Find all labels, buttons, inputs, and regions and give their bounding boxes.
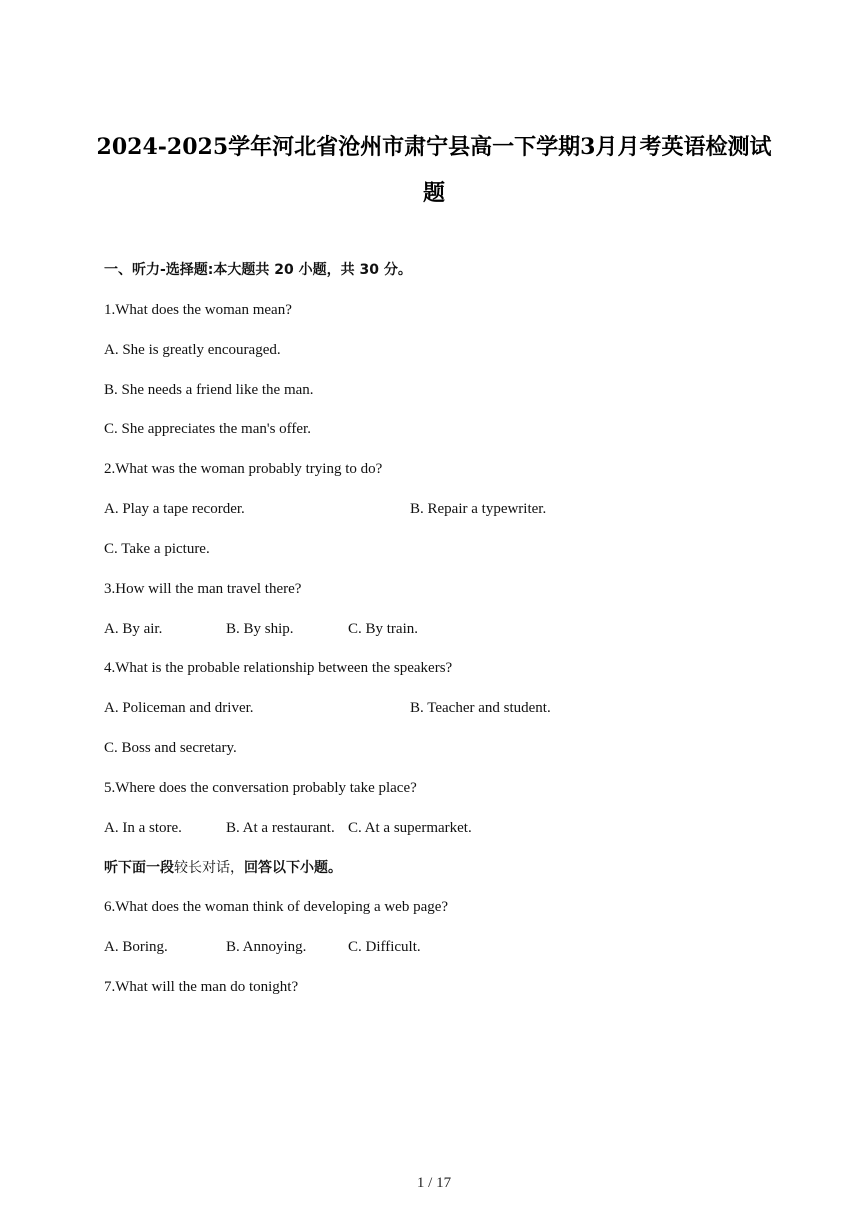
question-3-option-c: C. By train.	[348, 621, 418, 637]
question-1-option-c: C. She appreciates the man's offer.	[104, 421, 311, 437]
instruction-part-1: 听下面一段	[104, 860, 174, 876]
question-1-stem: 1.What does the woman mean?	[104, 302, 292, 318]
question-2-option-a: A. Play a tape recorder.	[104, 501, 245, 517]
question-2-stem: 2.What was the woman probably trying to do?	[104, 461, 383, 477]
question-7-stem: 7.What will the man do tonight?	[104, 979, 299, 995]
question-1-option-b: B. She needs a friend like the man.	[104, 382, 314, 398]
question-2-option-b: B. Repair a typewriter.	[410, 501, 547, 517]
page-number: 1 / 17	[416, 1175, 452, 1191]
question-6-option-a: A. Boring.	[104, 939, 168, 955]
question-4-option-a: A. Policeman and driver.	[104, 700, 254, 716]
question-6-stem: 6.What does the woman think of developing a web page?	[104, 899, 449, 915]
question-4-option-b: B. Teacher and student.	[410, 700, 551, 716]
question-6-option-b: B. Annoying.	[226, 939, 307, 955]
section-heading: 一、听力-选择题:本大题共 20 小题，共 30 分。	[104, 262, 412, 278]
question-3-option-b: B. By ship.	[226, 621, 294, 637]
question-1-option-a: A. She is greatly encouraged.	[104, 342, 281, 358]
instruction-part-3: 回答以下小题。	[244, 860, 342, 876]
listening-instruction	[104, 858, 342, 878]
question-5-option-c: C. At a supermarket.	[348, 820, 472, 836]
question-3-stem: 3.How will the man travel there?	[104, 581, 302, 597]
question-2-option-c: C. Take a picture.	[104, 541, 210, 557]
instruction-part-2: 较长对话，	[174, 860, 244, 876]
question-5-option-b: B. At a restaurant.	[226, 820, 335, 836]
question-5-stem: 5.Where does the conversation probably take place?	[104, 780, 417, 796]
document-title-line-1: 2024-2025学年河北省沧州市肃宁县高一下学期3月月考英语检测试	[96, 134, 772, 160]
question-5-option-a: A. In a store.	[104, 820, 182, 836]
question-4-stem: 4.What is the probable relationship between the speakers?	[104, 660, 453, 676]
question-6-option-c: C. Difficult.	[348, 939, 421, 955]
question-3-option-a: A. By air.	[104, 621, 163, 637]
document-title-line-2: 题	[422, 180, 445, 206]
question-4-option-c: C. Boss and secretary.	[104, 740, 237, 756]
